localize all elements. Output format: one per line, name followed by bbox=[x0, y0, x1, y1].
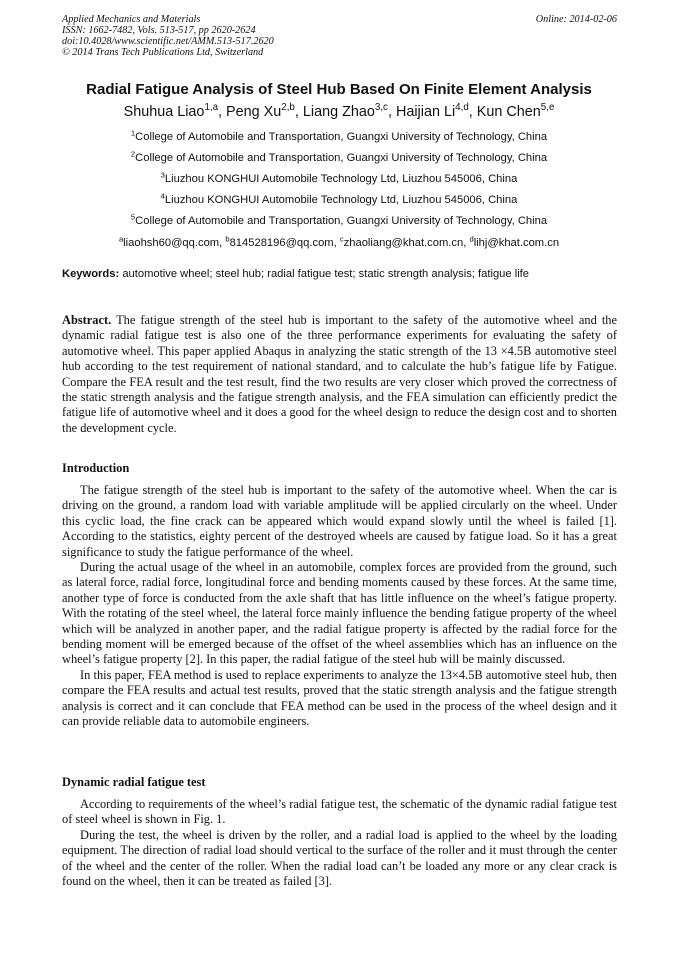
author-name: Peng Xu bbox=[226, 104, 282, 120]
paragraph: During the actual usage of the wheel in an automobile, complex forces are provided from the ground, such as lateral force, radial force, longitudinal force and bending moments caused by these forces. At the same time, another type of force is conducted from the axle shaft that has little influence on the wheel’s fatigue property. With the rotating of the steel wheel, the lateral force mainly influence the bending fatigue property of the wheel which will be analyzed in another paper, and the radial fatigue property is affected by the radial force for the bending moment will be emerged because of the offset of the wheel assemblies which has an influence on the wheel’s fatigue property [2]. In this paper, the radial fatigue of the steel hub will be mainly discussed. bbox=[62, 560, 617, 667]
copyright-line: © 2014 Trans Tech Publications Ltd, Switzerland bbox=[62, 47, 264, 58]
author-sup: 5,e bbox=[540, 102, 555, 114]
author-list: Shuhua Liao$^{1,a}$, Peng Xu$^{2,b}$, Liang Zhao$^{3,c}$, Haijian Li$^{4,d}$, Kun Chen$^{5,e}$ bbox=[123, 102, 555, 120]
author-name: Shuhua Liao bbox=[123, 104, 205, 120]
paper-title: Radial Fatigue Analysis of Steel Hub Based On Finite Element Analysis bbox=[86, 81, 592, 98]
affiliation-sup: 2 bbox=[130, 149, 136, 159]
email-sup: c bbox=[339, 234, 344, 244]
affiliation-sup: 4 bbox=[160, 191, 165, 201]
affiliation-sup: 1 bbox=[130, 128, 136, 138]
affiliation-text: College of Automobile and Transportation, Guangxi University of Technology, China bbox=[135, 215, 548, 227]
keywords-text: automotive wheel; steel hub; radial fatigue test; static strength analysis; fatigue life bbox=[122, 268, 530, 280]
affiliation bbox=[0, 128, 678, 143]
journal-name: Applied Mechanics and Materials bbox=[62, 14, 201, 25]
doi-line: doi:10.4028/www.scientific.net/AMM.513-517.2620 bbox=[62, 36, 274, 47]
affiliation bbox=[0, 149, 678, 164]
keywords-label: Keywords: bbox=[62, 268, 120, 280]
email-sup: d bbox=[469, 234, 474, 244]
abstract bbox=[62, 313, 617, 436]
author-name: Haijian Li bbox=[395, 104, 456, 120]
introduction-body bbox=[62, 483, 617, 730]
paragraph: The fatigue strength of the steel hub is important to the safety of the automotive wheel. When the car is driving on the ground, a random load with variable amplitude will be applied circularly on the wheel. Under this cyclic load, the fine crack can be appeared which would expand slowly until the wheel is failed [1]. According to the statistics, eighty percent of the destroyed wheels are caused by fatigue load. So it has a great significance to study the fatigue performance of the wheel. bbox=[62, 483, 617, 559]
email-sup: a bbox=[118, 234, 124, 244]
paragraph: According to requirements of the wheel’s radial fatigue test, the schematic of the dynamic radial fatigue test of steel wheel is shown in Fig. 1. bbox=[62, 797, 617, 827]
author-sup: 3,c bbox=[374, 102, 388, 114]
introduction-heading: Introduction bbox=[62, 461, 130, 475]
dynamic-test-body bbox=[62, 797, 617, 889]
affiliation-sup: 5 bbox=[130, 212, 136, 222]
email-list: $^a$liaohsh60@qq.com, $^b$814528196@qq.com, $^c$zhaoliang@khat.com.cn, $^d$lihj@khat.com.cn bbox=[118, 234, 560, 249]
abstract-label: Abstract. bbox=[62, 313, 112, 327]
author-sup: 2,b bbox=[281, 102, 295, 114]
affiliation bbox=[0, 191, 678, 206]
issn-line: ISSN: 1662-7482, Vols. 513-517, pp 2620-2624 bbox=[62, 25, 256, 36]
affiliation-text: Liuzhou KONGHUI Automobile Technology Ltd, Liuzhou 545006, China bbox=[164, 173, 518, 185]
affiliation bbox=[0, 212, 678, 227]
keywords bbox=[62, 268, 617, 280]
affiliation bbox=[0, 170, 678, 185]
paragraph: During the test, the wheel is driven by the roller, and a radial load is applied to the wheel by the loading equipment. The direction of radial load should vertical to the surface of the roller and it must through the center of the wheel and the center of the roller. When the radial load can’t be loaded any more or any clear crack is found on the wheel, then it can be treated as failed [3]. bbox=[62, 827, 617, 889]
author-sup: 4,d bbox=[455, 102, 469, 114]
author-sup: 1,a bbox=[204, 102, 219, 114]
email-address: zhaoliang@khat.com.cn bbox=[343, 237, 464, 249]
affiliation-text: College of Automobile and Transportation, Guangxi University of Technology, China bbox=[135, 152, 548, 164]
affiliation-text: Liuzhou KONGHUI Automobile Technology Ltd, Liuzhou 545006, China bbox=[164, 194, 518, 206]
dynamic-test-heading: Dynamic radial fatigue test bbox=[62, 775, 206, 789]
email-address: 814528196@qq.com bbox=[229, 237, 334, 249]
email-address: lihj@khat.com.cn bbox=[473, 237, 560, 249]
abstract-text: The fatigue strength of the steel hub is important to the safety of the automotive wheel and the dynamic radial fatigue test is also one of the three performance experiments for evaluating the safety of automotive wheel. This paper applied Abaqus in analyzing the static strength of the 13 ×4.5B automotive steel hub according to the test requirement of national standard, and to calculate the hub’s fatigue life by Fatigue. Compare the FEA result and the test result, find the two results are very closer which proved the correctness of the static strength analysis and the fatigue strength analysis, and the FEA simulation can efficiently predict the fatigue life of automotive wheel and it does a good for the wheel design to reduce the design cost and to shorten the development cycle. bbox=[62, 313, 618, 435]
email-sup: b bbox=[225, 234, 230, 244]
affiliation-text: College of Automobile and Transportation, Guangxi University of Technology, China bbox=[135, 131, 548, 143]
author-name: Kun Chen bbox=[476, 104, 541, 120]
author-name: Liang Zhao bbox=[302, 104, 375, 120]
journal-header bbox=[62, 14, 617, 58]
paragraph: In this paper, FEA method is used to replace experiments to analyze the 13×4.5B automotive steel hub, then compare the FEA results and actual test results, proved that the static strength analysis and the fatigue strength analysis is correct and it can conclude that FEA method can be used in the process of the wheel design and it can provide reliable data to automobile engineers. bbox=[62, 667, 617, 729]
email-address: liaohsh60@qq.com bbox=[123, 237, 220, 249]
online-date: Online: 2014-02-06 bbox=[535, 14, 617, 25]
affiliation-sup: 3 bbox=[160, 170, 165, 180]
